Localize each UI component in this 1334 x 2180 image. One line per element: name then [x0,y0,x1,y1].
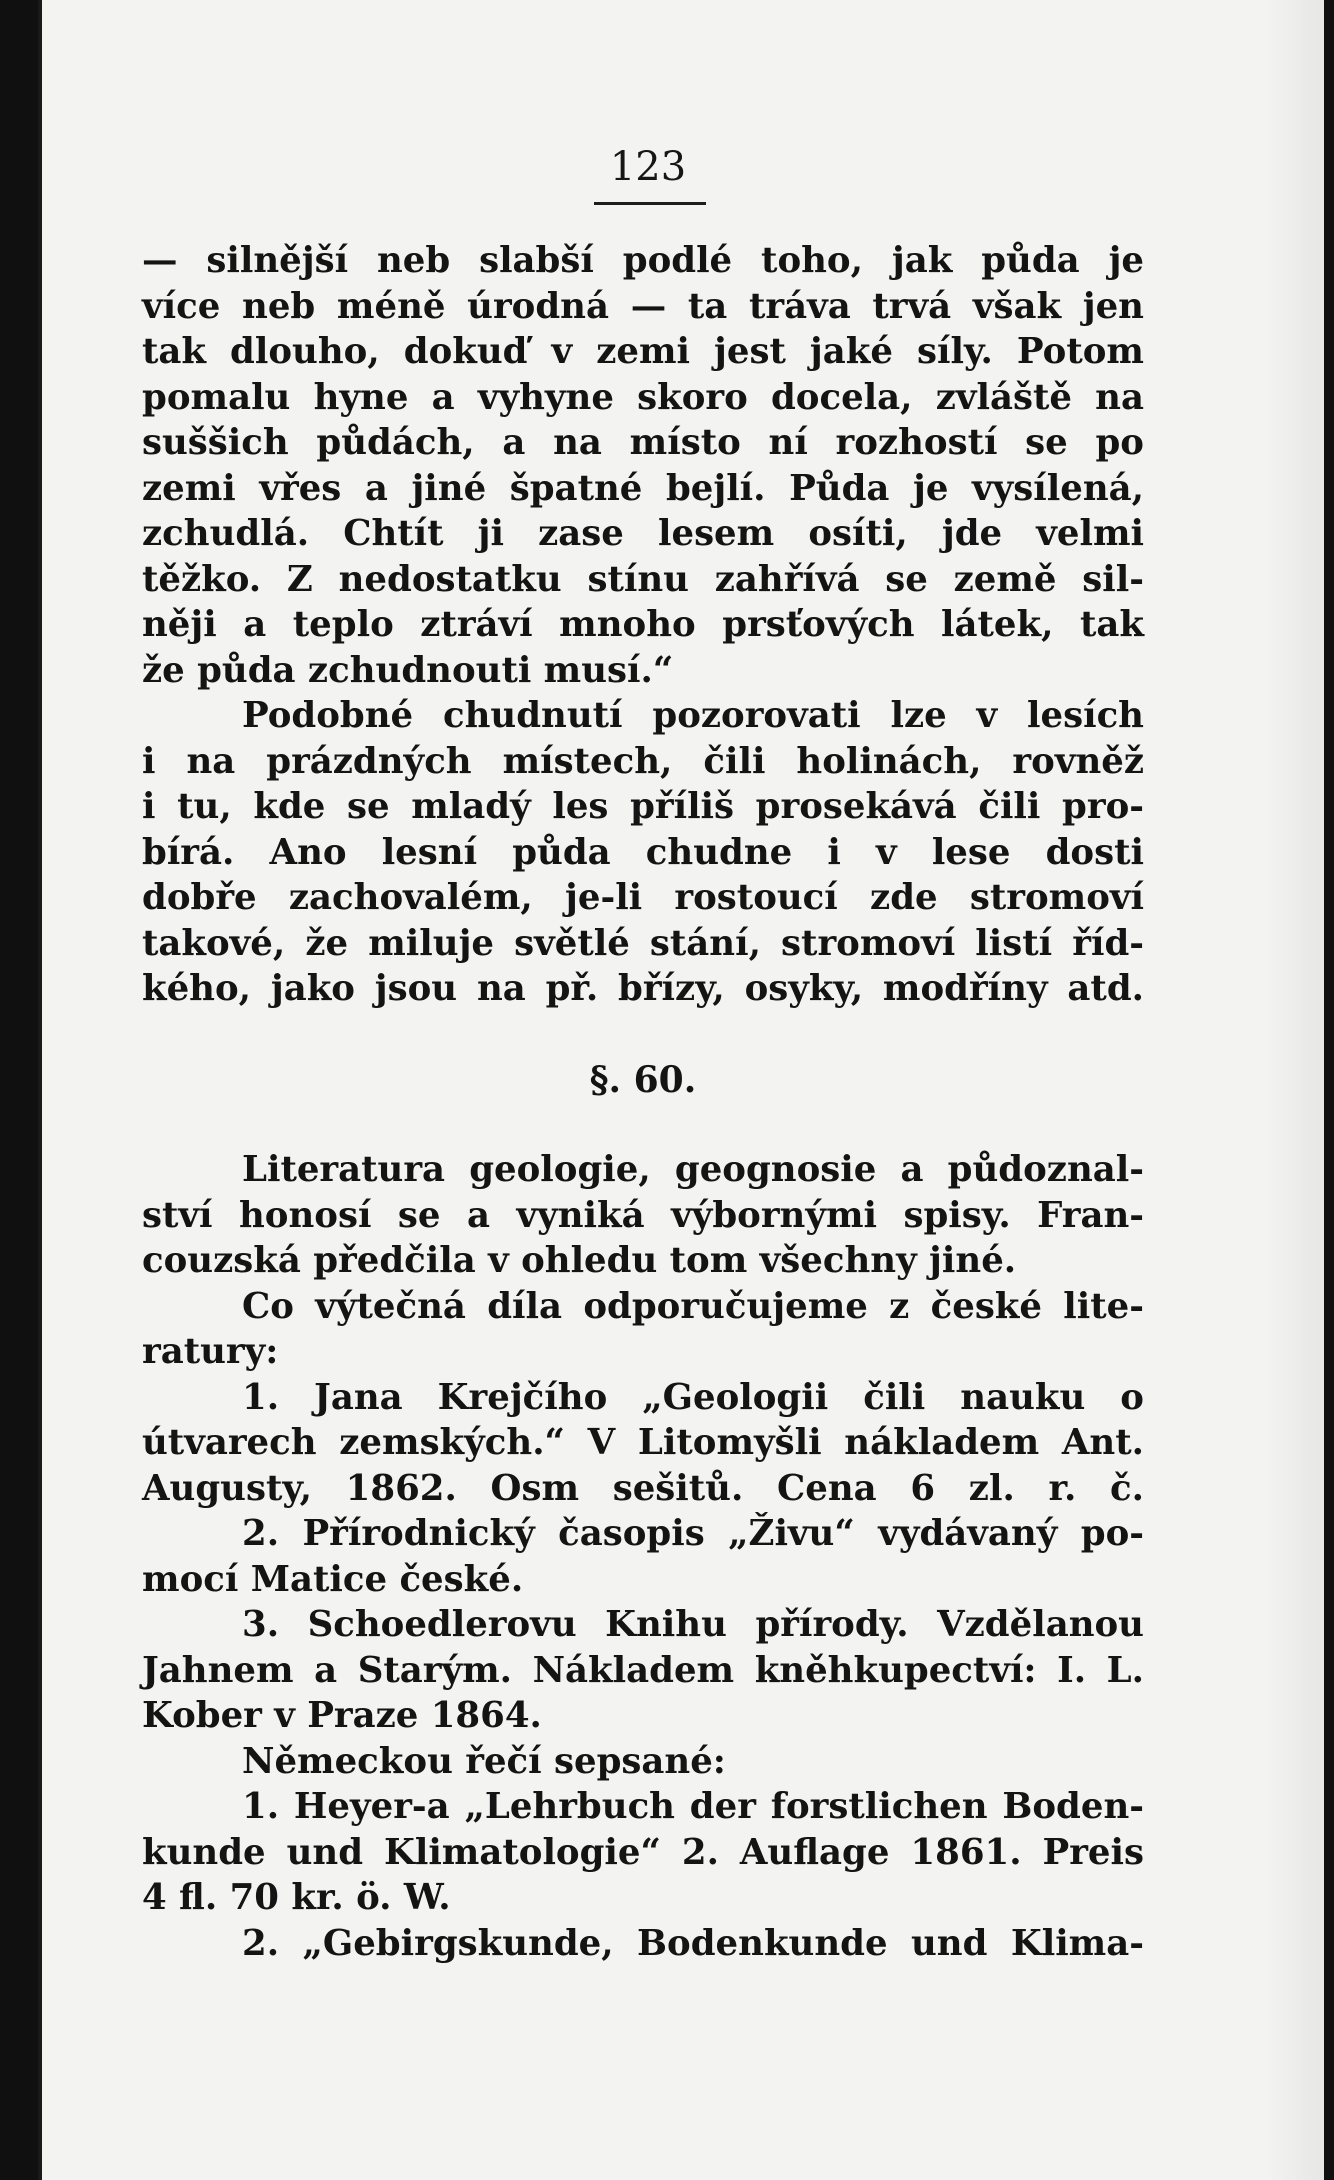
text-line: něji a teplo ztráví mnoho prsťových látek, tak [142,604,1144,645]
paragraph-1 [142,238,1144,693]
text-line: couzská předčila v ohledu tom všechny jiné. [142,1240,1017,1281]
text-line: 1. Jana Krejčího „Geologii čili nauku o [242,1376,1144,1418]
text-line: mocí Matice české. [142,1558,524,1600]
german-list-item-1 [142,1784,1144,1921]
paragraph-3 [142,1147,1144,1284]
text-line: bírá. Ano lesní půda chudne i v lese dosti [142,831,1144,873]
text-line: pomalu hyne a vyhyne skoro docela, zvláště na [142,376,1144,418]
text-line: kého, jako jsou na př. břízy, osyky, modříny atd. [142,968,1144,1009]
text-line: Literatura geologie, geognosie a půdoznal- [242,1149,1144,1190]
text-line: 2. „Gebirgskunde, Bodenkunde und Klima- [242,1922,1144,1964]
paragraph-2 [142,693,1144,1012]
text-line: tak dlouho, dokuď v zemi jest jaké síly. Potom [142,331,1144,372]
list-item-1 [142,1375,1144,1512]
text-line: ství honosí se a vyniká výbornými spisy. Fran- [142,1194,1144,1236]
text-line: že půda zchudnouti musí.“ [142,649,674,691]
page-number: 123 [609,144,687,190]
german-heading: Německou řečí sepsané: [242,1740,726,1782]
paragraph-4 [142,1284,1144,1375]
text-line: ratury: [142,1331,279,1372]
text-line: i tu, kde se mladý les příliš prosekává čili pro- [142,786,1144,827]
text-line: 2. Přírodnický časopis „Živu“ vydávaný po- [242,1513,1144,1554]
text-line: útvarech zemských.“ V Litomyšli nákladem Ant. [142,1422,1144,1463]
page-number-underline [594,202,706,205]
text-line: dobře zachovalém, je-li rostoucí zde stromoví [142,877,1144,918]
text-line: Augusty, 1862. Osm sešitů. Cena 6 zl. r. č. [142,1467,1144,1509]
page-shadow [1264,0,1324,2180]
section-heading: §. 60. [589,1058,697,1101]
text-line: — silnější neb slabší podlé toho, jak půda je [142,240,1144,281]
text-line: suššich půdách, a na místo ní rozhostí se po [142,422,1144,463]
text-line: Podobné chudnutí pozorovati lze v lesích [242,695,1144,736]
text-line: zemi vřes a jiné špatné bejlí. Půda je vysílená, [142,467,1144,509]
text-line: 4 fl. 70 kr. ö. W. [142,1877,451,1918]
list-item-2 [142,1511,1144,1602]
text-line: 3. Schoedlerovu Knihu přírody. Vzdělanou [242,1604,1144,1645]
text-line: takové, že miluje světlé stání, stromoví listí říd- [142,922,1144,964]
text-line: zchudlá. Chtít ji zase lesem osíti, jde velmi [142,513,1144,554]
body-text [142,238,1144,1966]
book-page [38,0,1324,2180]
german-list-item-2 [142,1921,1144,1967]
text-line: Kober v Praze 1864. [142,1695,542,1736]
text-line: Jahnem a Starým. Nákladem kněhkupectví: I. L. [142,1649,1144,1691]
text-line: více neb méně úrodná — ta tráva trvá však jen [142,285,1144,327]
text-line: Co výtečná díla odporučujeme z české lite- [242,1285,1144,1327]
text-line: 1. Heyer-a „Lehrbuch der forstlichen Boden- [242,1786,1144,1827]
text-line: i na prázdných místech, čili holinách, rovněž [142,740,1144,782]
text-line: těžko. Z nedostatku stínu zahřívá se země sil- [142,558,1144,600]
list-item-3 [142,1602,1144,1739]
text-line: kunde und Klimatologie“ 2. Auflage 1861. Preis [142,1831,1144,1873]
